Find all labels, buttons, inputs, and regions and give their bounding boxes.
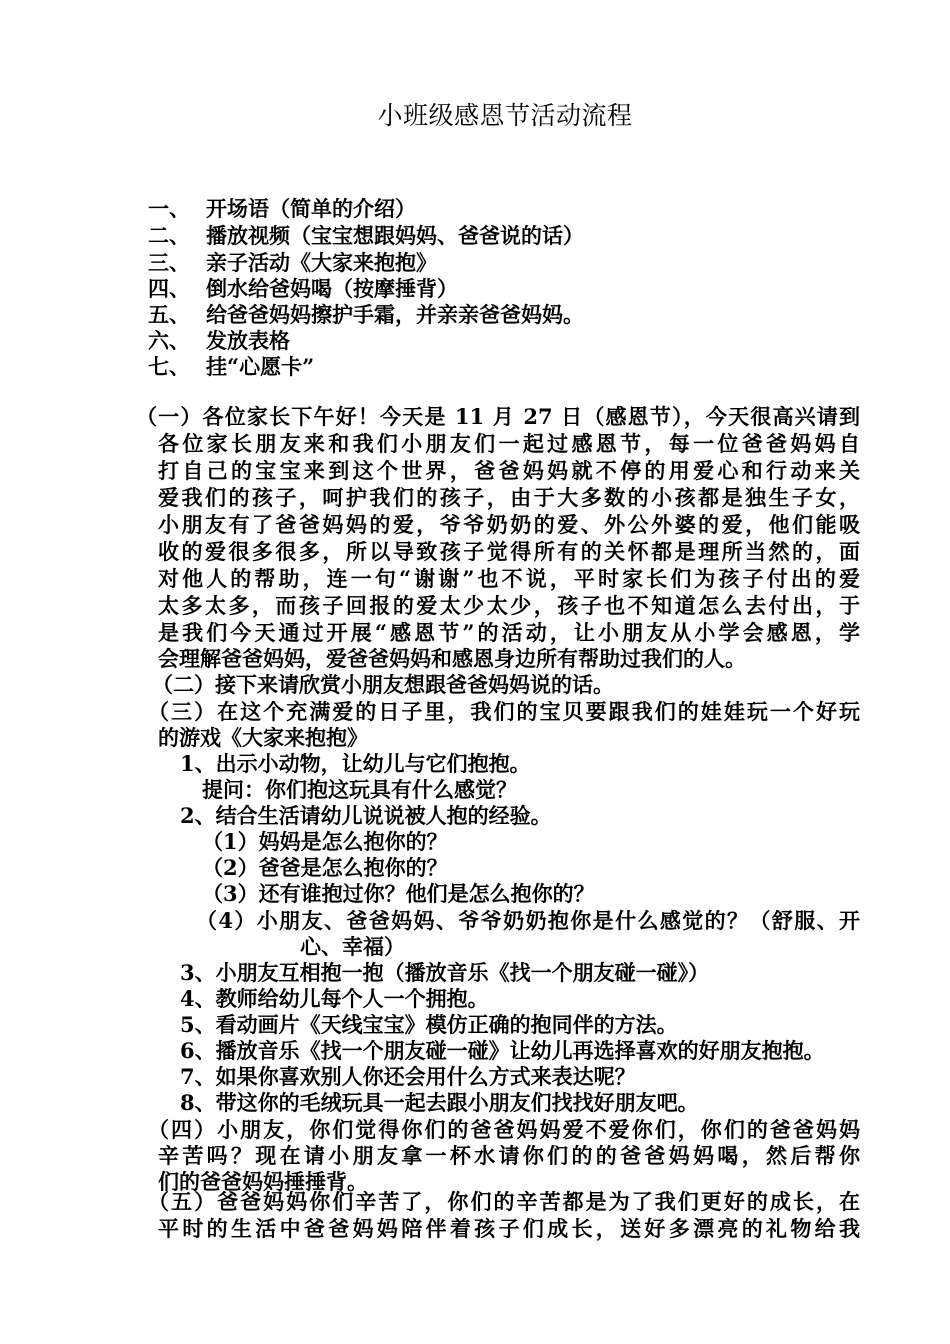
paragraph-line: 辛苦吗？现在请小朋友拿一杯水请你们的的爸爸妈妈喝，然后帮你 [158,1143,860,1168]
outline-item: 五、 给爸爸妈妈擦护手霜，并亲亲爸爸妈妈。 [148,302,584,327]
list-item: 5、看动画片《天线宝宝》模仿正确的抱同伴的方法。 [180,1012,678,1037]
list-item: （1）妈妈是怎么抱你的？ [202,829,448,854]
paragraph-line: 爱我们的孩子，呵护我们的孩子，由于大多数的小孩都是独生子女， [158,485,860,510]
list-item: 7、如果你喜欢别人你还会用什么方式来表达呢？ [180,1064,636,1089]
paragraph-line: 各位家长朋友来和我们小朋友们一起过感恩节，每一位爸爸妈妈自 [158,431,860,456]
list-item: （2）爸爸是怎么抱你的？ [202,855,448,880]
list-item: 6、播放音乐《找一个朋友碰一碰》让幼儿再选择喜欢的好朋友抱抱。 [180,1038,825,1063]
outline-item: 四、 倒水给爸妈喝（按摩捶背） [148,276,458,301]
paragraph-line: 会理解爸爸妈妈，爱爸爸妈妈和感恩身边所有帮助过我们的人。 [158,646,746,671]
outline-item: 三、 亲子活动《大家来抱抱》 [148,250,437,275]
paragraph-line: 们的爸爸妈妈捶捶背。 [158,1169,368,1194]
paragraph-line: （三）在这个充满爱的日子里，我们的宝贝要跟我们的娃娃玩一个好玩 [148,699,860,724]
list-item: 2、结合生活请幼儿说说被人抱的经验。 [180,803,552,828]
outline-item: 一、 开场语（简单的介绍） [148,196,416,221]
paragraph-line: （五）爸爸妈妈你们辛苦了，你们的辛苦都是为了我们更好的成长，在 [148,1189,860,1214]
outline-item: 二、 播放视频（宝宝想跟妈妈、爸爸说的话） [148,223,584,248]
outline-item: 六、 发放表格 [148,328,290,353]
outline-item: 七、 挂“心愿卡” [148,354,315,379]
list-item: 提问：你们抱这玩具有什么感觉？ [202,777,517,802]
list-item: （3）还有谁抱过你？他们是怎么抱你的？ [202,881,595,906]
paragraph-line: 小朋友有了爸爸妈妈的爱，爷爷奶奶的爱、外公外婆的爱，他们能吸 [158,512,860,537]
document-title: 小班级感恩节活动流程 [377,101,633,130]
paragraph-line: 对他人的帮助，连一句“谢谢”也不说，平时家长们为孩子付出的爱 [158,566,860,591]
list-item: 心、幸福） [300,934,405,959]
paragraph-line: 太多太多，而孩子回报的爱太少太少，孩子也不知道怎么去付出，于 [158,593,860,618]
list-item: 8、带这你的毛绒玩具一起去跟小朋友们找找好朋友吧。 [180,1090,699,1115]
paragraph-line: 的游戏《大家来抱抱》 [158,725,368,750]
list-item: 3、小朋友互相抱一抱（播放音乐《找一个朋友碰一碰》） [180,960,710,985]
paragraph-line: （四）小朋友，你们觉得你们的爸爸妈妈爱不爱你们，你们的爸爸妈妈 [148,1117,860,1142]
paragraph-line: 打自己的宝宝来到这个世界，爸爸妈妈就不停的用爱心和行动来关 [158,458,860,483]
paragraph-line: 是我们今天通过开展“感恩节”的活动，让小朋友从小学会感恩，学 [158,620,860,645]
paragraph-line: 平时的生活中爸爸妈妈陪伴着孩子们成长，送好多漂亮的礼物给我 [158,1216,860,1241]
paragraph-line: 收的爱很多很多，所以导致孩子觉得所有的关怀都是理所当然的，面 [158,539,860,564]
paragraph-line: （二）接下来请欣赏小朋友想跟爸爸妈妈说的话。 [152,672,614,697]
list-item: 1、出示小动物，让幼儿与它们抱抱。 [180,751,531,776]
paragraph-line: （一）各位家长下午好！今天是 11 月 27 日（感恩节），今天很高兴请到 [136,404,860,429]
list-item: （4）小朋友、爸爸妈妈、爷爷奶奶抱你是什么感觉的？（舒服、开 [196,908,860,933]
list-item: 4、教师给幼儿每个人一个拥抱。 [180,986,489,1011]
